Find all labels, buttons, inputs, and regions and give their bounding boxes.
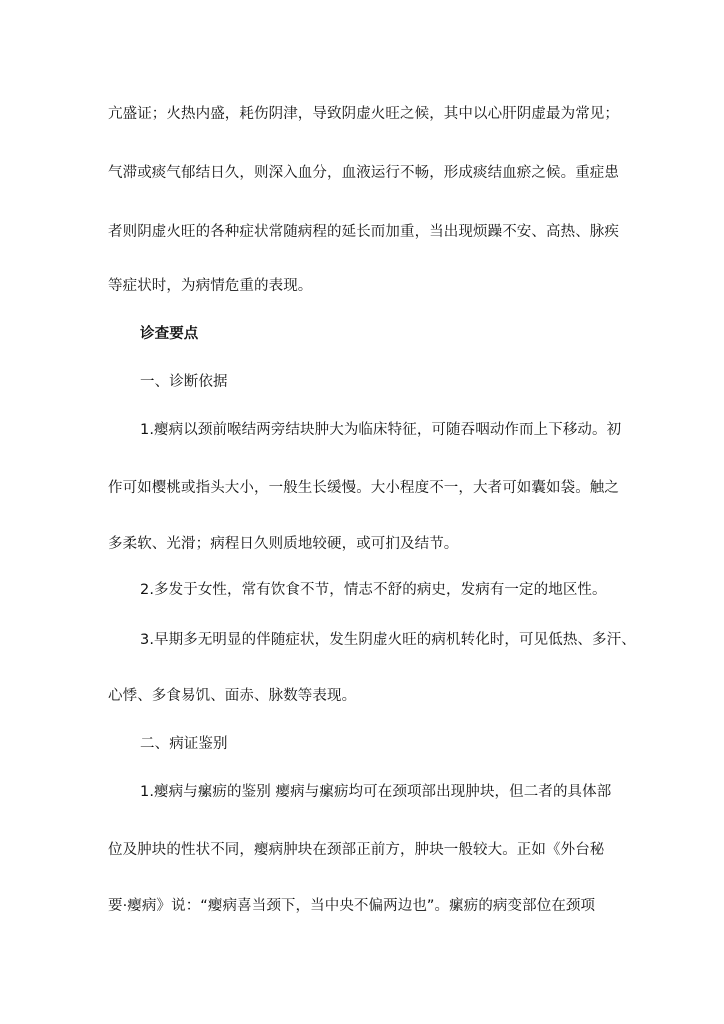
- text-line: 气滞或痰气郁结日久，则深入血分，血液运行不畅，形成痰结血瘀之候。重症患: [108, 165, 619, 181]
- text-line: 3.早期多无明显的伴随症状，发生阴虚火旺的病机转化时，可见低热、多汗、: [140, 632, 636, 648]
- text-line: 作可如樱桃或指头大小，一般生长缓慢。大小程度不一，大者可如囊如袋。触之: [108, 480, 619, 496]
- text-line: 者则阴虚火旺的各种症状常随病程的延长而加重，当出现烦躁不安、高热、脉疾: [108, 224, 619, 240]
- text-line: 2.多发于女性，常有饮食不节，情志不舒的病史，发病有一定的地区性。: [140, 582, 607, 598]
- section-heading: 诊查要点: [140, 326, 199, 342]
- text-line: 心悸、多食易饥、面赤、脉数等表现。: [108, 688, 357, 704]
- subsection-heading: 二、病证鉴别: [140, 736, 228, 752]
- text-line: 亢盛证；火热内盛，耗伤阴津，导致阴虚火旺之候，其中以心肝阴虚最为常见；: [108, 106, 619, 122]
- subsection-heading: 一、诊断依据: [140, 374, 228, 390]
- text-line: 等症状时，为病情危重的表现。: [108, 278, 313, 294]
- text-line: 要·瘿病》说：“瘿病喜当颈下，当中央不偏两边也”。瘰疬的病变部位在颈项: [108, 898, 596, 914]
- text-line: 位及肿块的性状不同，瘿病肿块在颈部正前方，肿块一般较大。正如《外台秘: [108, 842, 605, 858]
- text-line: 1.瘿病以颈前喉结两旁结块肿大为临床特征，可随吞咽动作而上下移动。初: [140, 422, 622, 438]
- text-line: 1.瘿病与瘰疬的鉴别 瘿病与瘰疬均可在颈项部出现肿块，但二者的具体部: [140, 784, 612, 800]
- text-line: 多柔软、光滑；病程日久则质地较硬，或可扪及结节。: [108, 536, 459, 552]
